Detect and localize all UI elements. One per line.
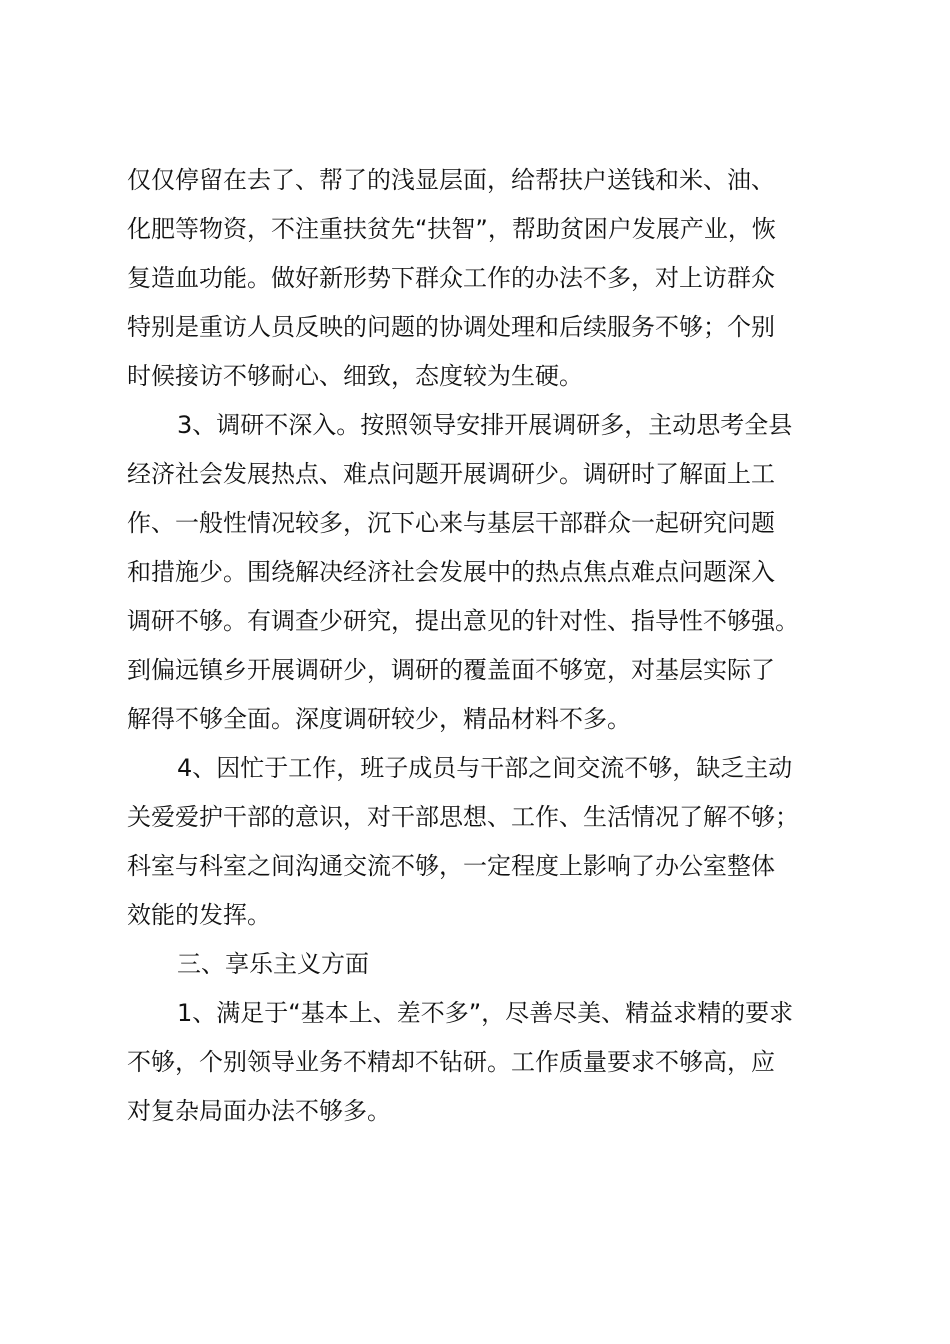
text-line: 到偏远镇乡开展调研少，调研的覆盖面不够宽，对基层实际了 <box>127 656 775 684</box>
text-line: 仅仅停留在去了、帮了的浅显层面，给帮扶户送钱和米、油、 <box>127 166 775 194</box>
paragraph-start-line: 4、因忙于工作，班子成员与干部之间交流不够，缺乏主动 <box>177 754 793 782</box>
text-line: 经济社会发展热点、难点问题开展调研少。调研时了解面上工 <box>127 460 775 488</box>
text-line: 效能的发挥。 <box>127 901 271 929</box>
text-line: 和措施少。围绕解决经济社会发展中的热点焦点难点问题深入 <box>127 558 775 586</box>
text-line: 关爱爱护干部的意识，对干部思想、工作、生活情况了解不够； <box>127 803 799 831</box>
text-line: 对复杂局面办法不够多。 <box>127 1097 391 1125</box>
text-line: 科室与科室之间沟通交流不够，一定程度上影响了办公室整体 <box>127 852 775 880</box>
text-line: 化肥等物资，不注重扶贫先“扶智”，帮助贫困户发展产业，恢 <box>127 215 776 243</box>
text-line: 调研不够。有调查少研究，提出意见的针对性、指导性不够强。 <box>127 607 799 635</box>
paragraph-start-line: 3、调研不深入。按照领导安排开展调研多，主动思考全县 <box>177 411 793 439</box>
document-body <box>127 156 867 1136</box>
text-line: 特别是重访人员反映的问题的协调处理和后续服务不够；个别 <box>127 313 775 341</box>
section-heading: 三、享乐主义方面 <box>177 950 369 978</box>
text-line: 解得不够全面。深度调研较少，精品材料不多。 <box>127 705 631 733</box>
text-line: 复造血功能。做好新形势下群众工作的办法不多，对上访群众 <box>127 264 775 292</box>
text-line: 不够，个别领导业务不精却不钻研。工作质量要求不够高，应 <box>127 1048 775 1076</box>
text-line: 作、一般性情况较多，沉下心来与基层干部群众一起研究问题 <box>127 509 775 537</box>
text-line: 时候接访不够耐心、细致，态度较为生硬。 <box>127 362 583 390</box>
paragraph-start-line: 1、满足于“基本上、差不多”，尽善尽美、精益求精的要求 <box>177 999 794 1027</box>
